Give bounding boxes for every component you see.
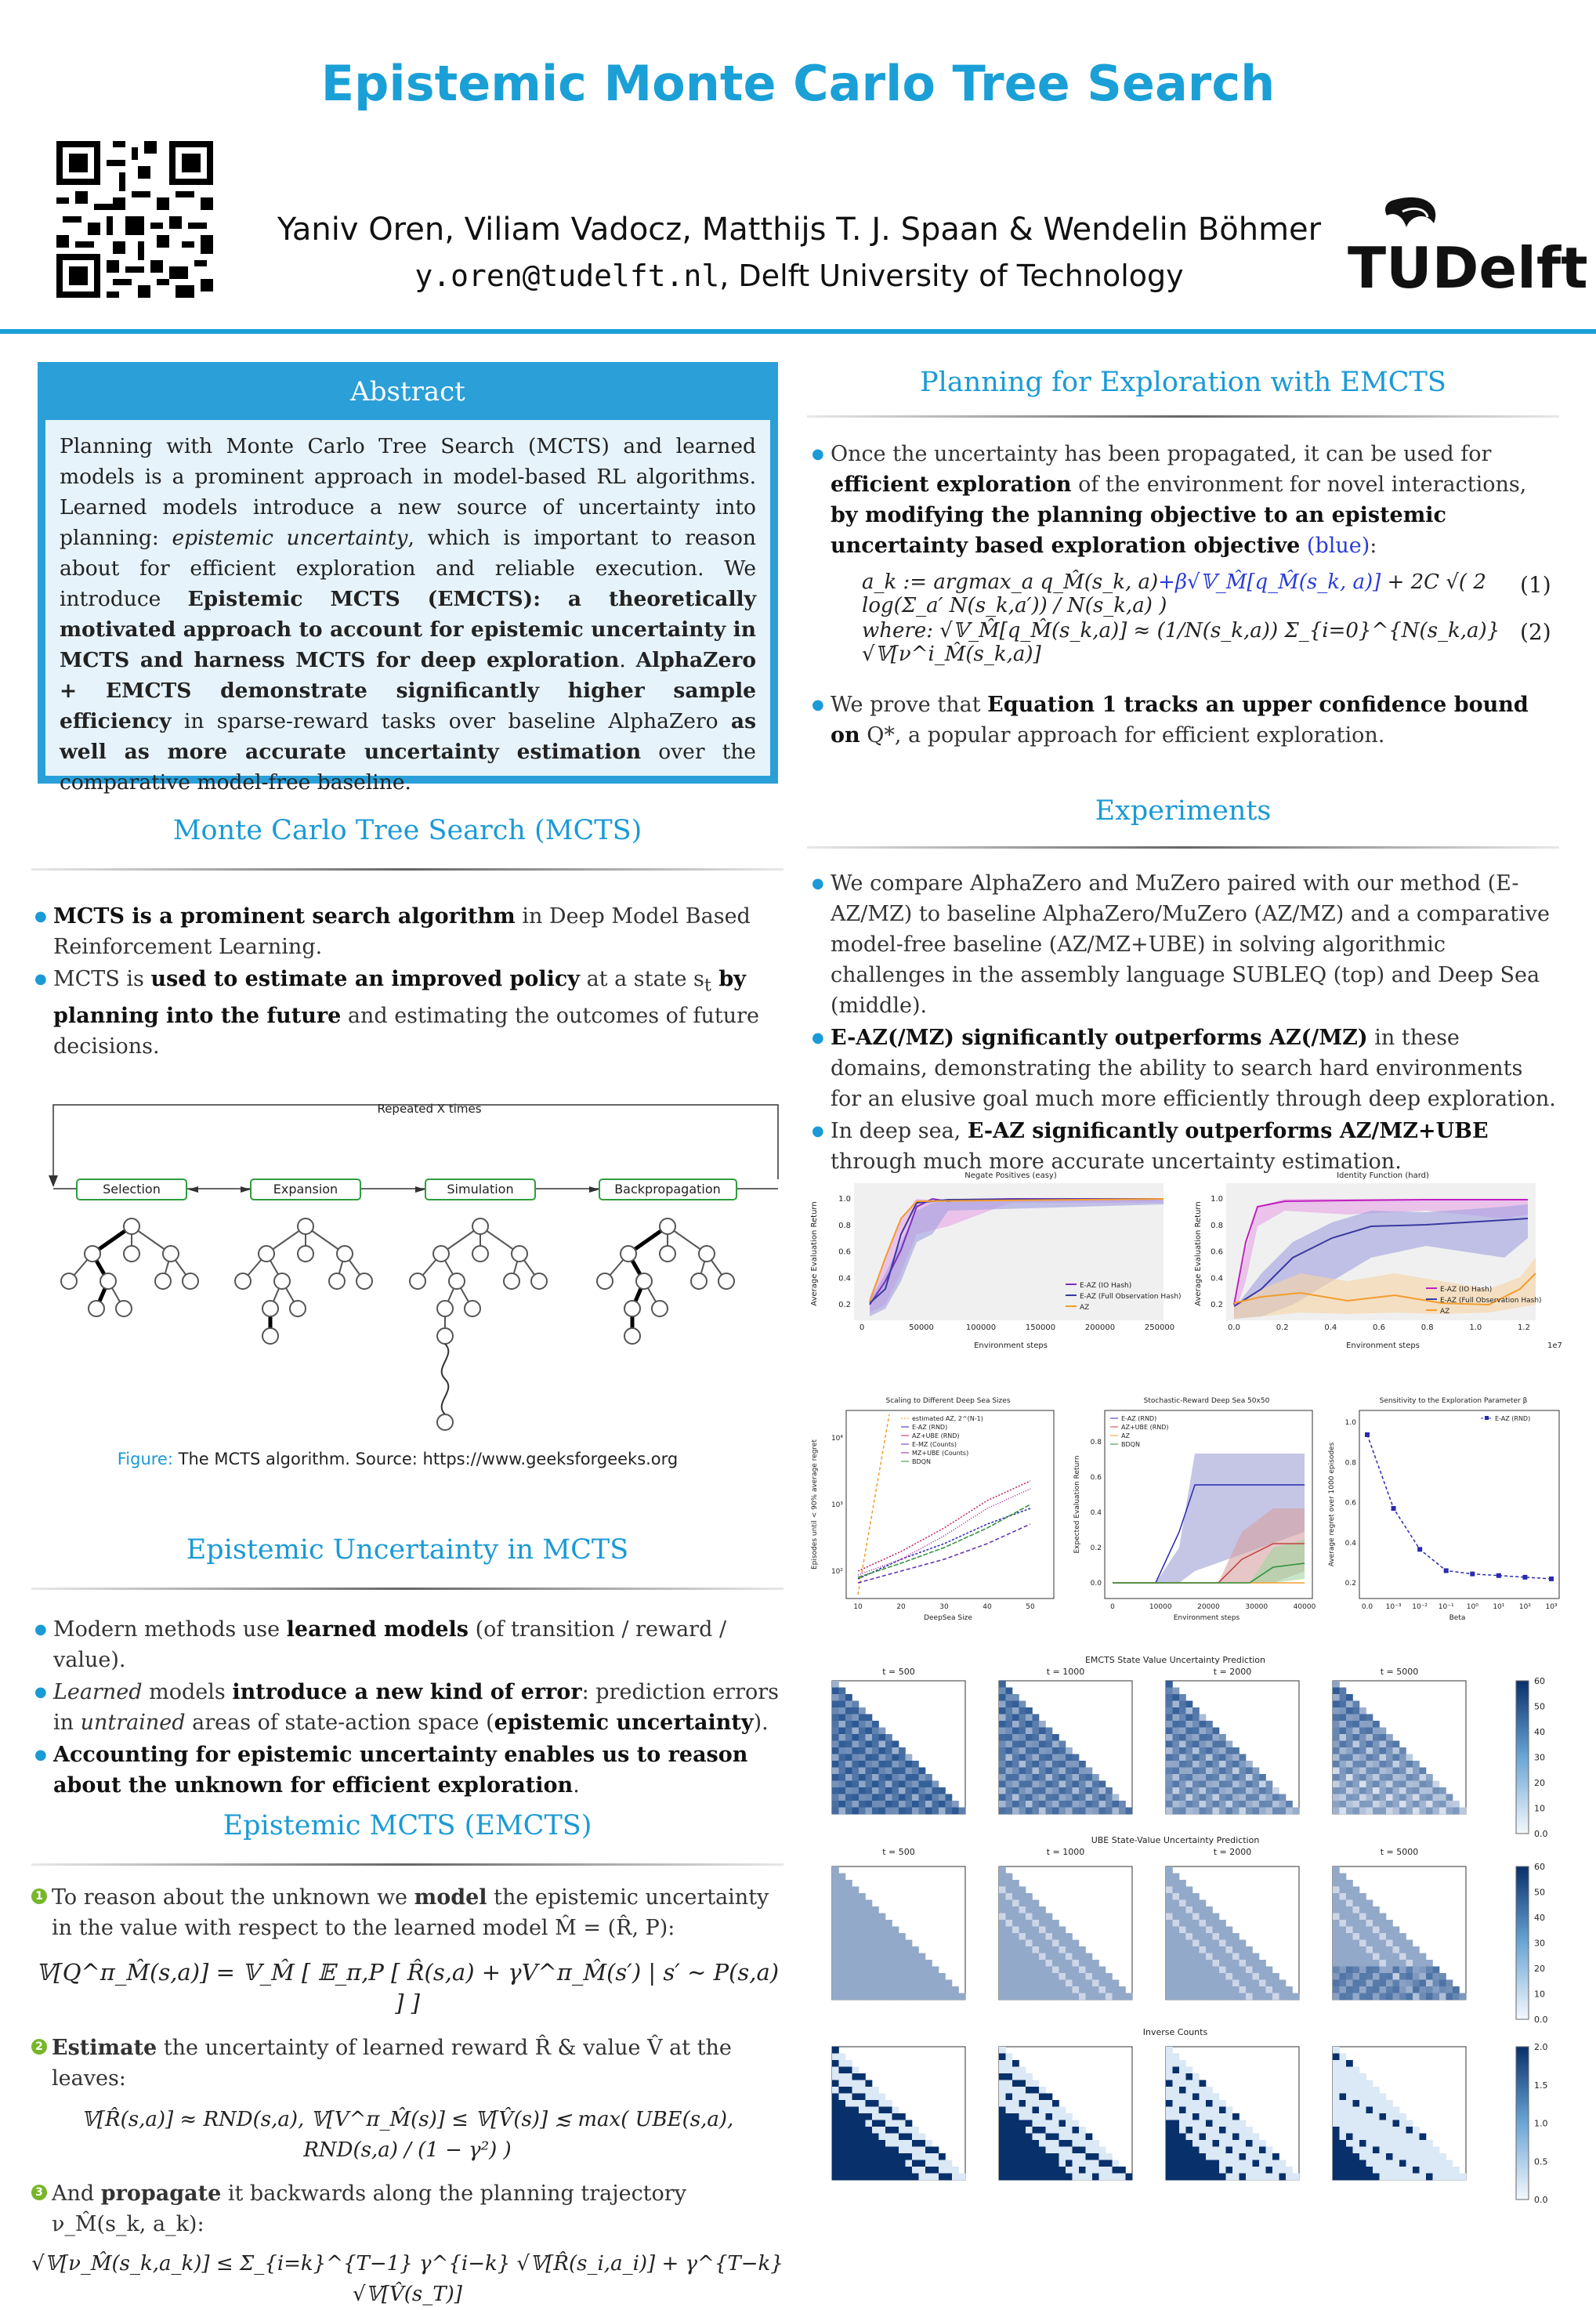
y-tick-label: 0.8: [1344, 1459, 1356, 1468]
colorbar-label: 30: [1534, 1938, 1545, 1949]
x-tick-label: 30: [939, 1603, 949, 1611]
colorbar-label: 40: [1534, 1727, 1545, 1737]
svg-text:AZ+UBE (RND): AZ+UBE (RND): [1121, 1424, 1169, 1431]
svg-text:t = 5000: t = 5000: [1380, 1847, 1419, 1857]
plot2-xlabel: Environment steps: [1346, 1341, 1420, 1350]
section-divider: [31, 1863, 784, 1866]
heat2-title: UBE State-Value Uncertainty Prediction: [1091, 1835, 1260, 1845]
colorbar-2: [1516, 1866, 1529, 2019]
colorbar-3: [1516, 2047, 1529, 2200]
svg-text:Backpropagation: Backpropagation: [614, 1182, 721, 1197]
tree-expansion: [235, 1218, 372, 1344]
x-tick-label: 10: [853, 1603, 863, 1611]
svg-text:AZ: AZ: [1440, 1308, 1450, 1316]
y-tick-label: 0.2: [1344, 1580, 1356, 1588]
equation-2: where: √𝕍_M̂[q_M̂(s_k,a)] ≈ (1/N(s_k,a)) Σ_{i=0}^{N(s_k,a)} √𝕍[ν^i_M̂(s_k,a)]: [862, 619, 1500, 666]
equation-variance-q: 𝕍[Q^π_M̂(s,a)] = 𝕍_M̂ [ 𝔼_π,P [ R̂(s,a) + γV^π_M̂(s′) | s′ ∼ P(s,a) ] ]: [35, 1959, 780, 2016]
plot3-title: Scaling to Different Deep Sea Sizes: [885, 1397, 1011, 1405]
colorbar-label: 0.0: [1534, 2015, 1548, 2025]
svg-text:t = 2000: t = 2000: [1213, 1667, 1252, 1677]
data-point: [1444, 1568, 1449, 1573]
plot-deepsea-scaling: [807, 1391, 1066, 1626]
colorbar-1: [1516, 1681, 1529, 1834]
data-point: [1417, 1547, 1422, 1551]
x-tick-label: 200000: [1084, 1323, 1116, 1332]
y-tick-label: 10⁴: [831, 1435, 843, 1443]
abstract-title: Abstract: [350, 376, 465, 407]
heatmap-figure: [815, 1653, 1583, 2249]
experiments-bullets: [812, 868, 1556, 1179]
plot-negate-positives: [807, 1164, 1183, 1352]
emcts-steps: [31, 1882, 784, 2310]
section-title-experiments: Experiments: [1095, 795, 1272, 827]
list-item: ● MCTS is a prominent search algorithm in Deep Model Based Reinforcement Learning.: [34, 901, 787, 962]
list-item: ● We prove that Equation 1 tracks an upper confidence bound on Q*, a popular approach for efficient exploration.: [812, 690, 1556, 751]
svg-text:E-AZ (RND): E-AZ (RND): [1121, 1415, 1157, 1422]
svg-text:E-AZ (RND): E-AZ (RND): [1495, 1415, 1531, 1422]
y-tick-label: 1.0: [1211, 1195, 1223, 1204]
equation-1: a_k := argmax_a q_M̂(s_k, a)+β√𝕍_M̂[q_M̂(s_k, a)] + 2C √( 2 log(Σ_a′ N(s_k,a′)) / N(s_k,a) ): [862, 570, 1486, 617]
plot3-xlabel: DeepSea Size: [924, 1614, 972, 1622]
x-tick-label: 100000: [965, 1323, 997, 1332]
section-divider: [31, 868, 784, 871]
colorbar-label: 50: [1534, 1887, 1545, 1898]
x-tick-label: 150000: [1025, 1323, 1056, 1332]
y-tick-label: 0.6: [1211, 1247, 1223, 1257]
x-tick-label: 40000: [1293, 1603, 1316, 1611]
qr-code: [56, 141, 213, 298]
svg-text:BDQN: BDQN: [1121, 1441, 1140, 1448]
colorbar-label: 2.0: [1534, 2042, 1548, 2052]
svg-text:t = 5000: t = 5000: [1380, 1667, 1419, 1677]
abstract-text: Planning with Monte Carlo Tree Search (MCTS) and learned models is a prominent approach in model-based RL algorithms. Learned models introduce a new source of uncertainty into planning: epistemic uncertainty, which is important to reason about for efficient exploration and reliable execution. We introduce Epistemic MCTS (EMCTS): a theoretically motivated approach to account for epistemic uncertainty in MCTS and harness MCTS for deep exploration. AlphaZero + EMCTS demonstrate significantly higher sample efficiency in sparse-reward tasks over baseline AlphaZero as well as more accurate uncertainty estimation over the comparative model-free baseline.: [45, 420, 770, 776]
plot-identity-function: [1191, 1164, 1567, 1352]
x-tick-label: 50000: [909, 1323, 934, 1332]
svg-text:AZ+UBE (RND): AZ+UBE (RND): [912, 1432, 960, 1439]
svg-text:E-AZ (IO Hash): E-AZ (IO Hash): [1440, 1286, 1493, 1294]
repeat-label: Repeated X times: [377, 1102, 482, 1116]
y-tick-label: 0.8: [1090, 1439, 1102, 1446]
svg-text:E-AZ (Full Observation Hash): E-AZ (Full Observation Hash): [1440, 1297, 1542, 1305]
planning-bullet-2: [812, 690, 1556, 752]
x-tick-label: 0.6: [1373, 1323, 1385, 1332]
list-item: 3 And propagate it backwards along the planning trajectory ν_M̂(s_k, a_k):: [31, 2178, 784, 2239]
affiliation: , Delft University of Technology: [719, 259, 1184, 293]
plot-stochastic-deepsea: [1069, 1391, 1320, 1626]
section-title-epistemic: Epistemic Uncertainty in MCTS: [186, 1534, 629, 1566]
list-item: ● Accounting for epistemic uncertainty enables us to reason about the unknown for efficient exploration.: [34, 1740, 787, 1801]
equation-propagation: √𝕍[ν_M̂(s_k,a_k)] ≤ Σ_{i=k}^{T−1} γ^{i−k} √𝕍[R̂(s_i,a_i)] + γ^{T−k} √𝕍[V̂(s_T)]: [31, 2252, 784, 2306]
section-title-planning: Planning for Exploration with EMCTS: [920, 367, 1446, 398]
list-item: ● E-AZ(/MZ) significantly outperforms AZ(/MZ) in these domains, demonstrating the ability to search hard environments for an elusive goal much more efficiently through deep exploration.: [812, 1023, 1556, 1114]
y-tick-label: 0.0: [1090, 1580, 1102, 1588]
colorbar-label: 1.5: [1534, 2080, 1548, 2091]
tree-selection: [61, 1218, 198, 1316]
heatmap-panel: [832, 1866, 965, 2000]
x-tick-label: 10000: [1149, 1603, 1172, 1611]
heatmap-panel: [832, 2047, 965, 2180]
y-tick-label: 0.4: [838, 1274, 851, 1284]
plot5-xlabel: Beta: [1449, 1614, 1466, 1622]
colorbar-label: 1.0: [1534, 2118, 1548, 2129]
svg-text:t = 500: t = 500: [882, 1667, 915, 1677]
heatmap-panel: [999, 2047, 1132, 2180]
x-tick-label: 0.0: [1361, 1603, 1373, 1611]
colorbar-label: 50: [1534, 1701, 1545, 1712]
x-tick-label: 50: [1026, 1603, 1035, 1611]
x-tick-label: 0.4: [1324, 1323, 1337, 1332]
svg-text:MZ+UBE (Counts): MZ+UBE (Counts): [912, 1450, 969, 1457]
y-tick-label: 0.6: [838, 1247, 851, 1257]
plot1-xlabel: Environment steps: [974, 1341, 1048, 1350]
data-point: [1470, 1572, 1475, 1577]
x-tick-label: 10⁰: [1466, 1603, 1478, 1611]
plot5-title: Sensitivity to the Exploration Parameter β: [1379, 1397, 1528, 1405]
heatmap-panel: [1166, 1866, 1299, 2000]
plot1-ylabel: Average Evaluation Return: [810, 1201, 819, 1306]
equation-leaf-estimates: 𝕍[R̂(s,a)] ≈ RND(s,a), 𝕍[V^π_M̂(s)] ≤ 𝕍[V̂(s)] ≲ max( UBE(s,a), RND(s,a) / (1 − γ²) ): [81, 2108, 734, 2162]
svg-text:t = 500: t = 500: [882, 1847, 915, 1857]
x-tick-label: 10¹: [1493, 1603, 1505, 1611]
x-tick-label: 0.0: [1228, 1323, 1240, 1332]
svg-text:t = 1000: t = 1000: [1046, 1847, 1085, 1857]
plot3-ylabel: Episodes until < 90% average regret: [811, 1439, 819, 1570]
email[interactable]: y.oren@tudelft.nl: [414, 259, 720, 293]
section-title-mcts: Monte Carlo Tree Search (MCTS): [172, 815, 642, 846]
list-item: 1 To reason about the unknown we model the epistemic uncertainty in the value with respect to the learned model M̂ = (R̂, P):: [31, 1882, 784, 1943]
heat3-title: Inverse Counts: [1142, 2027, 1208, 2037]
x-tick-label: 1.0: [1469, 1323, 1482, 1332]
y-tick-label: 0.8: [1211, 1221, 1223, 1230]
heatmap-panel: [999, 1681, 1132, 1814]
x-tick-label: 20: [896, 1603, 906, 1611]
x-tick-label: 10²: [1518, 1603, 1531, 1611]
x-tick-label: 10³: [1545, 1603, 1558, 1611]
y-tick-label: 0.2: [1211, 1301, 1223, 1309]
plot4-title: Stochastic-Reward Deep Sea 50x50: [1143, 1397, 1270, 1405]
colorbar-label: 0.5: [1534, 2156, 1548, 2167]
section-divider: [31, 1588, 784, 1590]
heatmap-panel: [1333, 1681, 1466, 1814]
svg-text:t = 1000: t = 1000: [1046, 1667, 1085, 1677]
section-divider: [807, 415, 1559, 418]
mcts-bullets: [34, 901, 787, 1063]
logo-text: TUDelft: [1348, 235, 1588, 301]
data-point: [1392, 1506, 1396, 1511]
heatmap-panel: [1166, 2047, 1299, 2180]
heatmap-panel: [1166, 1681, 1299, 1814]
plot-sensitivity-beta: [1324, 1391, 1567, 1626]
heatmap-panel: [1333, 1866, 1466, 2000]
plot2-ylabel: Average Evaluation Return: [1194, 1201, 1203, 1306]
list-item: ● MCTS is used to estimate an improved policy at a state $s_t$ by planning into the future and estimating the outcomes of future decisions.: [34, 964, 787, 1062]
header-divider: [0, 329, 1596, 334]
section-title-emcts: Epistemic MCTS (EMCTS): [223, 1810, 592, 1841]
plot2-title: Identity Function (hard): [1337, 1171, 1429, 1180]
svg-text:Selection: Selection: [103, 1182, 161, 1197]
x-tick-label: 0.2: [1276, 1323, 1289, 1332]
data-point: [1496, 1573, 1501, 1578]
x-tick-label: 10⁻²: [1412, 1603, 1428, 1611]
svg-text:BDQN: BDQN: [912, 1458, 931, 1465]
colorbar-label: 0.0: [1534, 2195, 1548, 2205]
x-tick-label: 10⁻¹: [1438, 1603, 1454, 1611]
plot5-ylabel: Average regret over 1000 episodes: [1328, 1442, 1336, 1567]
data-point: [1549, 1577, 1554, 1581]
svg-text:Simulation: Simulation: [447, 1182, 514, 1197]
list-item: ● Modern methods use learned models (of transition / reward / value).: [34, 1614, 787, 1675]
tree-simulation: [410, 1218, 547, 1430]
tudelft-logo: [1348, 192, 1588, 301]
x-tick-label: 30000: [1245, 1603, 1268, 1611]
y-tick-label: 0.4: [1344, 1539, 1356, 1548]
heatmap-panel: [999, 1866, 1132, 2000]
svg-text:E-AZ (RND): E-AZ (RND): [912, 1424, 948, 1431]
y-tick-label: 1.0: [838, 1195, 851, 1204]
svg-text:E-AZ (IO Hash): E-AZ (IO Hash): [1080, 1282, 1132, 1290]
colorbar-label: 60: [1534, 1676, 1545, 1686]
list-item: ● Once the uncertainty has been propagated, it can be used for efficient exploration of the environment for novel interactions, by modifying the planning objective to an epistemic uncertainty based exploration objective (blue):: [812, 439, 1556, 561]
x-tick-label: 0: [859, 1323, 865, 1332]
x-tick-label: 0: [1110, 1603, 1115, 1611]
heat1-title: EMCTS State Value Uncertainty Prediction: [1084, 1655, 1266, 1665]
colorbar-label: 10: [1534, 1989, 1545, 2000]
data-point: [1522, 1575, 1527, 1580]
colorbar-label: 60: [1534, 1862, 1545, 1872]
svg-text:estimated AZ, 2^(N-1): estimated AZ, 2^(N-1): [912, 1415, 983, 1422]
list-item: ● In deep sea, E-AZ significantly outperforms AZ/MZ+UBE through much more accurate uncertainty estimation.: [812, 1116, 1556, 1177]
x-tick-label: 40: [983, 1603, 992, 1611]
epistemic-bullets: [34, 1614, 787, 1802]
y-tick-label: 0.2: [838, 1301, 851, 1309]
svg-text:t = 2000: t = 2000: [1213, 1847, 1252, 1857]
y-tick-label: 0.4: [1090, 1509, 1102, 1517]
heatmap-panel: [1333, 2047, 1466, 2180]
svg-text:E-AZ (Full Observation Hash): E-AZ (Full Observation Hash): [1080, 1293, 1182, 1301]
equation-1-number: (1): [1520, 572, 1551, 598]
svg-text:E-MZ (Counts): E-MZ (Counts): [912, 1441, 957, 1448]
y-tick-label: 0.4: [1211, 1274, 1223, 1284]
plot2-xexp: 1e7: [1547, 1341, 1562, 1350]
colorbar-label: 10: [1534, 1803, 1545, 1814]
plot4-ylabel: Expected Evaluation Return: [1073, 1455, 1081, 1554]
svg-text:AZ: AZ: [1080, 1304, 1090, 1312]
mcts-diagram: [45, 1093, 790, 1438]
y-tick-label: 0.6: [1090, 1474, 1102, 1482]
y-tick-label: 0.6: [1344, 1499, 1356, 1508]
data-point: [1365, 1432, 1370, 1437]
list-item: ● Learned models introduce a new kind of error: prediction errors in untrained areas of state-action space (epistemic uncertainty).: [34, 1677, 787, 1738]
x-tick-label: 1.2: [1518, 1323, 1530, 1332]
svg-text:AZ: AZ: [1121, 1432, 1130, 1439]
equation-2-number: (2): [1520, 619, 1551, 645]
section-divider: [807, 846, 1559, 849]
y-tick-label: 0.2: [1090, 1544, 1102, 1552]
plot4-xlabel: Environment steps: [1173, 1614, 1240, 1622]
tree-backprop: [597, 1218, 734, 1344]
poster-title: Epistemic Monte Carlo Tree Search: [320, 55, 1276, 112]
list-item: 2 Estimate the uncertainty of learned reward R̂ & value V̂ at the leaves:: [31, 2033, 784, 2094]
y-tick-label: 1.0: [1344, 1419, 1356, 1427]
author-list: Yaniv Oren, Viliam Vadocz, Matthijs T. J. Spaan & Wendelin Böhmer: [277, 212, 1322, 248]
abstract-box: [38, 362, 778, 795]
colorbar-label: 20: [1534, 1964, 1545, 1974]
y-tick-label: 10²: [831, 1568, 843, 1576]
colorbar-label: 0.0: [1534, 1829, 1548, 1839]
contact-line: [251, 259, 1348, 293]
colorbar-label: 20: [1534, 1778, 1545, 1788]
x-tick-label: 20000: [1197, 1603, 1220, 1611]
svg-text:Expansion: Expansion: [273, 1182, 338, 1197]
heatmap-panel: [832, 1681, 965, 1814]
plot1-title: Negate Positives (easy): [964, 1171, 1057, 1180]
planning-bullet-1: [812, 439, 1556, 563]
y-tick-label: 0.8: [838, 1221, 851, 1230]
x-tick-label: 250000: [1144, 1323, 1175, 1332]
figure-caption: Figure: The MCTS algorithm. Source: https://www.geeksforgeeks.org: [117, 1450, 679, 1468]
colorbar-label: 30: [1534, 1752, 1545, 1763]
list-item: ● We compare AlphaZero and MuZero paired with our method (E-AZ/MZ) to baseline AlphaZero/MuZero (AZ/MZ) and a comparative model-free baseline (AZ/MZ+UBE) in solving algorithmic challenges in the assembly language SUBLEQ (top) and Deep Sea (middle).: [812, 868, 1556, 1021]
y-tick-label: 10³: [831, 1501, 843, 1509]
x-tick-label: 10⁻³: [1385, 1603, 1402, 1611]
colorbar-label: 40: [1534, 1913, 1545, 1923]
x-tick-label: 0.8: [1420, 1323, 1434, 1332]
